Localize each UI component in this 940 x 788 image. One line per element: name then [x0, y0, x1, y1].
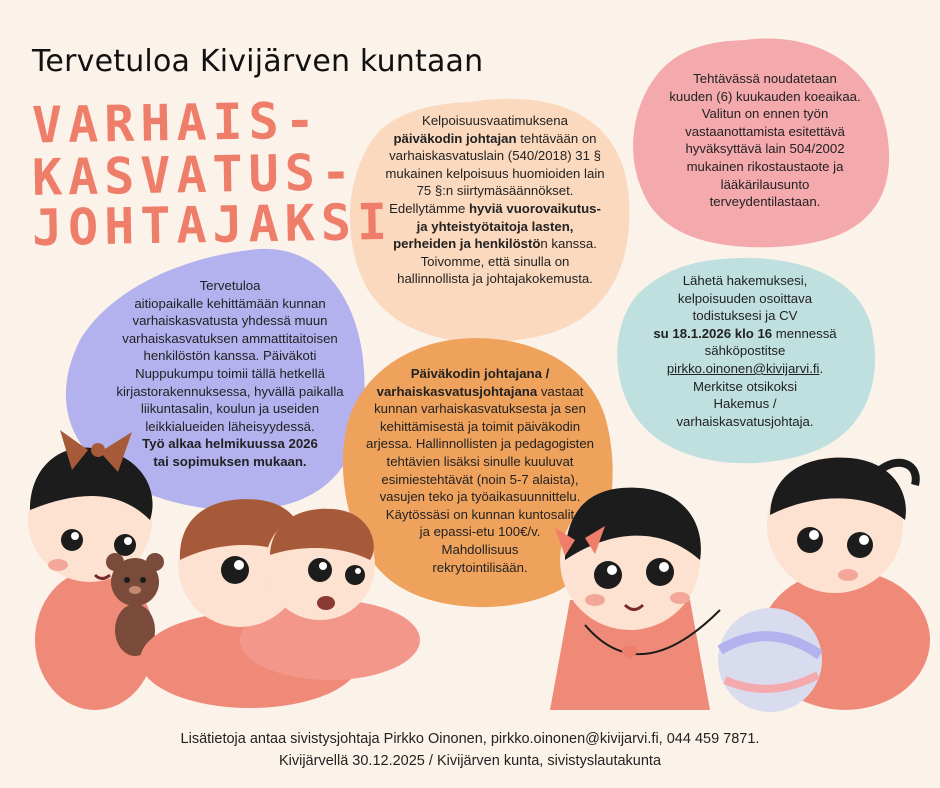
page-title: Tervetuloa Kivijärven kuntaan	[32, 44, 484, 79]
bold-text: Päiväkodin johtajana /	[410, 366, 550, 381]
text-span: mennessä	[772, 325, 837, 341]
bold-text: tai sopimuksen mukaan.	[153, 453, 307, 469]
text-line: liikuntasalin, koulun ja useiden	[140, 401, 320, 417]
text-line: mukainen rikostaustaote ja	[686, 158, 844, 174]
text-line: terveydentilastaan.	[709, 194, 821, 210]
text-line: varhaiskasvatusjohtaja.	[676, 413, 814, 429]
text-line: kehittämisestä ja toimit päiväkodin	[379, 418, 581, 434]
text-line: varhaiskasvatuslain (540/2018) 31 §	[389, 148, 601, 164]
text-line	[360, 130, 630, 148]
text-line: sähköpostitse	[704, 343, 786, 359]
text-span: n kanssa.	[540, 236, 597, 252]
text-line: Käytössäsi on kunnan kuntosalit	[385, 506, 575, 522]
text-line	[360, 200, 630, 218]
text-line	[625, 360, 865, 378]
text-line	[625, 325, 865, 343]
text-line	[345, 383, 615, 401]
text-line: kirjastorakennuksessa, hyvällä paikalla	[116, 383, 344, 399]
text-span: vastaat	[537, 383, 584, 399]
text-line: Mahdollisuus	[441, 541, 519, 557]
text-line: Kelpoisuusvaatimuksena	[422, 113, 568, 128]
headline-line-3: JOHTAJAKSI	[31, 192, 394, 258]
bold-text: ja yhteistyötaitoja lasten,	[416, 218, 574, 234]
deadline-text: su 18.1.2026 klo 16	[653, 325, 773, 341]
footer-signature: Kivijärvellä 30.12.2025 / Kivijärven kunta, sivistyslautakunta	[278, 753, 662, 769]
role-text	[345, 365, 615, 576]
text-line: Merkitse otsikoksi	[692, 378, 798, 394]
welcome-text	[90, 277, 370, 471]
text-line: hallinnollista ja johtajakokemusta.	[397, 271, 593, 287]
text-line: varhaiskasvatuksen ammattitaitoisen	[122, 330, 338, 346]
text-line: tehtävien lisäksi sinulle kuuluvat	[386, 453, 574, 469]
text-line	[360, 235, 630, 253]
text-line: hyväksyttävä lain 504/2002	[685, 141, 845, 157]
footer-contact: Lisätietoja antaa sivistysjohtaja Pirkko Oinonen, pirkko.oinonen@kivijarvi.fi, 044 459 7871.	[180, 731, 760, 747]
text-line: esimiestehtävät (noin 5-7 alaista),	[381, 471, 579, 487]
bold-text: Työ alkaa helmikuussa 2026	[142, 436, 318, 452]
text-line	[90, 453, 370, 471]
text-line: arjessa. Hallinnollisten ja pedagogisten	[366, 436, 594, 452]
text-line: aitiopaikalle kehittämään kunnan	[134, 295, 326, 311]
text-line: Lähetä hakemuksesi,	[682, 273, 808, 288]
text-line: Nuppukumpu toimii tällä hetkellä	[135, 365, 325, 381]
text-line: kuuden (6) kuukauden koeaikaa.	[669, 88, 861, 104]
text-line: varhaiskasvatusta yhdessä muun	[132, 313, 328, 329]
text-line: kelpoisuuden osoittava	[677, 290, 813, 306]
text-line: lääkärilausunto	[720, 176, 810, 192]
text-line: leikkialueiden läheisyydessä.	[145, 418, 315, 434]
text-span: tehtävään on	[516, 130, 597, 146]
email-link[interactable]: pirkko.oinonen@kivijarvi.fi	[666, 360, 820, 376]
text-line	[360, 218, 630, 236]
text-line: todistuksesi ja CV	[692, 308, 798, 324]
text-line: ja epassi-etu 100€/v.	[419, 524, 541, 540]
text-line: henkilöstön kanssa. Päiväkoti	[143, 348, 317, 364]
text-line: Tehtävässä noudatetaan	[693, 71, 837, 86]
girl-with-ball-illustration	[718, 457, 930, 712]
application-text	[625, 272, 865, 430]
text-line: Toivomme, että sinulla on	[420, 253, 570, 269]
text-line: vasujen teko ja työaikasuunnittelu.	[379, 489, 581, 505]
text-line: Tervetuloa	[199, 278, 261, 293]
bold-text: päiväkodin johtajan	[393, 130, 517, 146]
text-line: Hakemus /	[713, 396, 777, 412]
text-line: kunnan varhaiskasvatuksesta ja sen	[374, 401, 586, 417]
text-span: Edellytämme	[389, 200, 469, 216]
text-span: .	[819, 360, 824, 376]
bold-text: varhaiskasvatusjohtajana	[376, 383, 538, 399]
headline-line-2: KASVATUS-	[31, 143, 358, 207]
headline-line-1: VARHAIS-	[31, 91, 322, 155]
bold-text: perheiden ja henkilöstö	[393, 236, 541, 252]
text-line: 75 §:n siirtymäsäännökset.	[416, 183, 574, 199]
footer	[0, 728, 940, 772]
text-line: mukainen kelpoisuus huomioiden lain	[385, 165, 605, 181]
text-line: Valitun on ennen työn	[701, 106, 829, 122]
text-line	[90, 435, 370, 453]
trial-period-text	[640, 70, 890, 211]
text-line: vastaanottamista esitettävä	[685, 123, 845, 139]
text-line	[345, 365, 615, 383]
qualification-text	[360, 112, 630, 288]
text-line: rekrytointilisään.	[432, 559, 528, 575]
bold-text: hyviä vuorovaikutus-	[468, 200, 601, 216]
